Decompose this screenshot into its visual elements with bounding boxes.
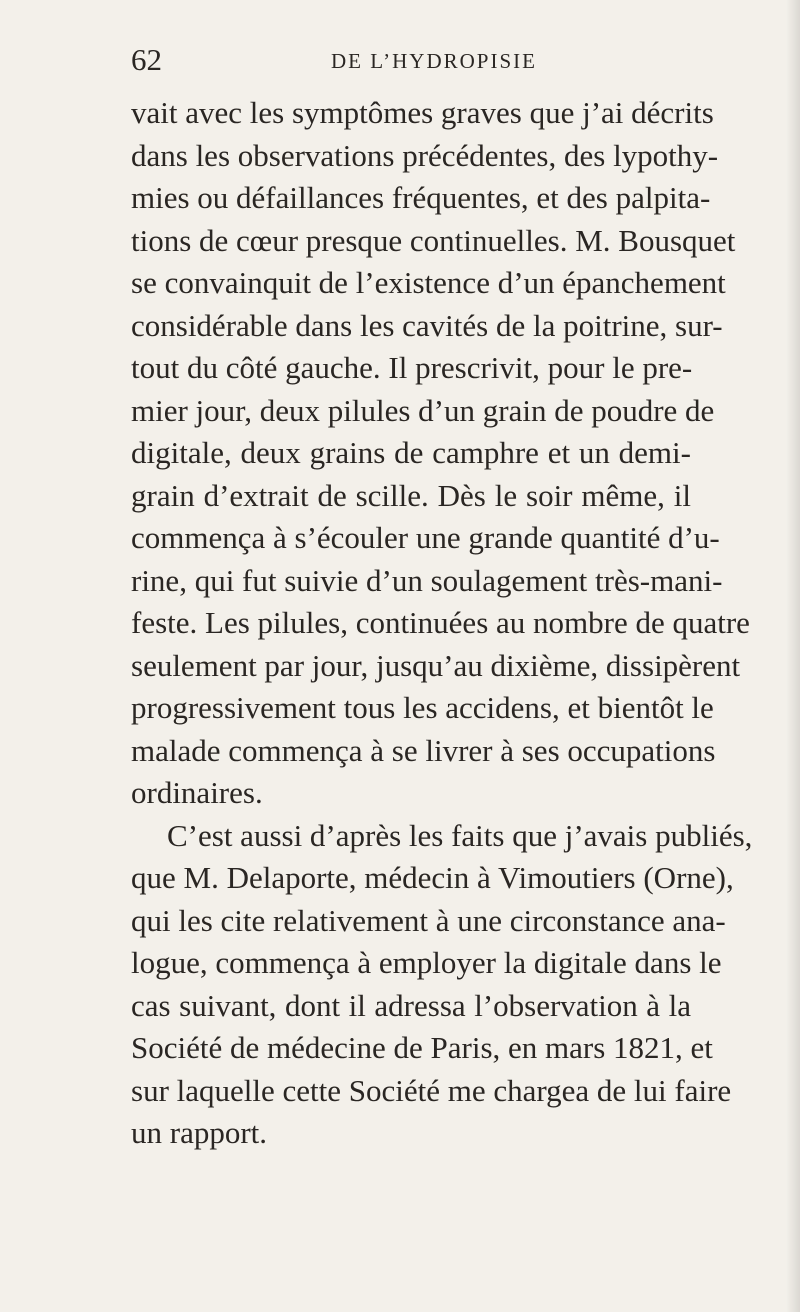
text-line: rine, qui fut suivie d’un soulagement très-mani- <box>131 562 723 598</box>
text-line: tout du côté gauche. Il prescrivit, pour le pre- <box>131 350 693 385</box>
text-line: logue, commença à employer la digitale dans le <box>131 945 722 980</box>
text-line: cas suivant, dont il adressa l’observation à la <box>131 987 691 1023</box>
page-edge-shadow <box>786 0 800 1312</box>
text-line: mies ou défaillances fréquentes, et des palpita- <box>131 180 711 215</box>
text-line: commença à s’écouler une grande quantité d’u- <box>131 520 720 555</box>
text-line: feste. Les pilules, continuées au nombre de quatre <box>131 605 750 640</box>
text-line: qui les cite relativement à une circonstance ana- <box>131 902 726 938</box>
text-line: que M. Delaporte, médecin à Vimoutiers (Orne), <box>131 860 734 895</box>
page-number: 62 <box>131 42 162 77</box>
text-line: sur laquelle cette Société me chargea de lui faire <box>131 1072 732 1108</box>
text-line: se convainquit de l’existence d’un épanchement <box>131 265 726 300</box>
body-text <box>131 92 753 1155</box>
text-line: seulement par jour, jusqu’au dixième, dissipèrent <box>131 647 741 683</box>
text-line: vait avec les symptômes graves que j’ai décrits <box>131 95 714 130</box>
text-line: grain d’extrait de scille. Dès le soir même, il <box>131 477 691 513</box>
text-line: mier jour, deux pilules d’un grain de poudre de <box>131 392 715 428</box>
text-line: Société de médecine de Paris, en mars 1821, et <box>131 1030 713 1065</box>
text-line: tions de cœur presque continuelles. M. Bousquet <box>131 222 736 258</box>
text-line: digitale, deux grains de camphre et un demi- <box>131 435 691 470</box>
text-line: considérable dans les cavités de la poitrine, sur- <box>131 307 723 343</box>
text-line: ordinaires. <box>131 775 263 810</box>
text-line: progressivement tous les accidens, et bientôt le <box>131 690 714 725</box>
running-head: DE L’HYDROPISIE <box>331 49 537 73</box>
page-header <box>131 40 691 80</box>
text-line: un rapport. <box>131 1115 268 1150</box>
text-line: dans les observations précédentes, des lypothy- <box>131 137 719 173</box>
text-line: C’est aussi d’après les faits que j’avais publiés, <box>167 817 753 853</box>
text-line: malade commença à se livrer à ses occupations <box>131 732 716 768</box>
